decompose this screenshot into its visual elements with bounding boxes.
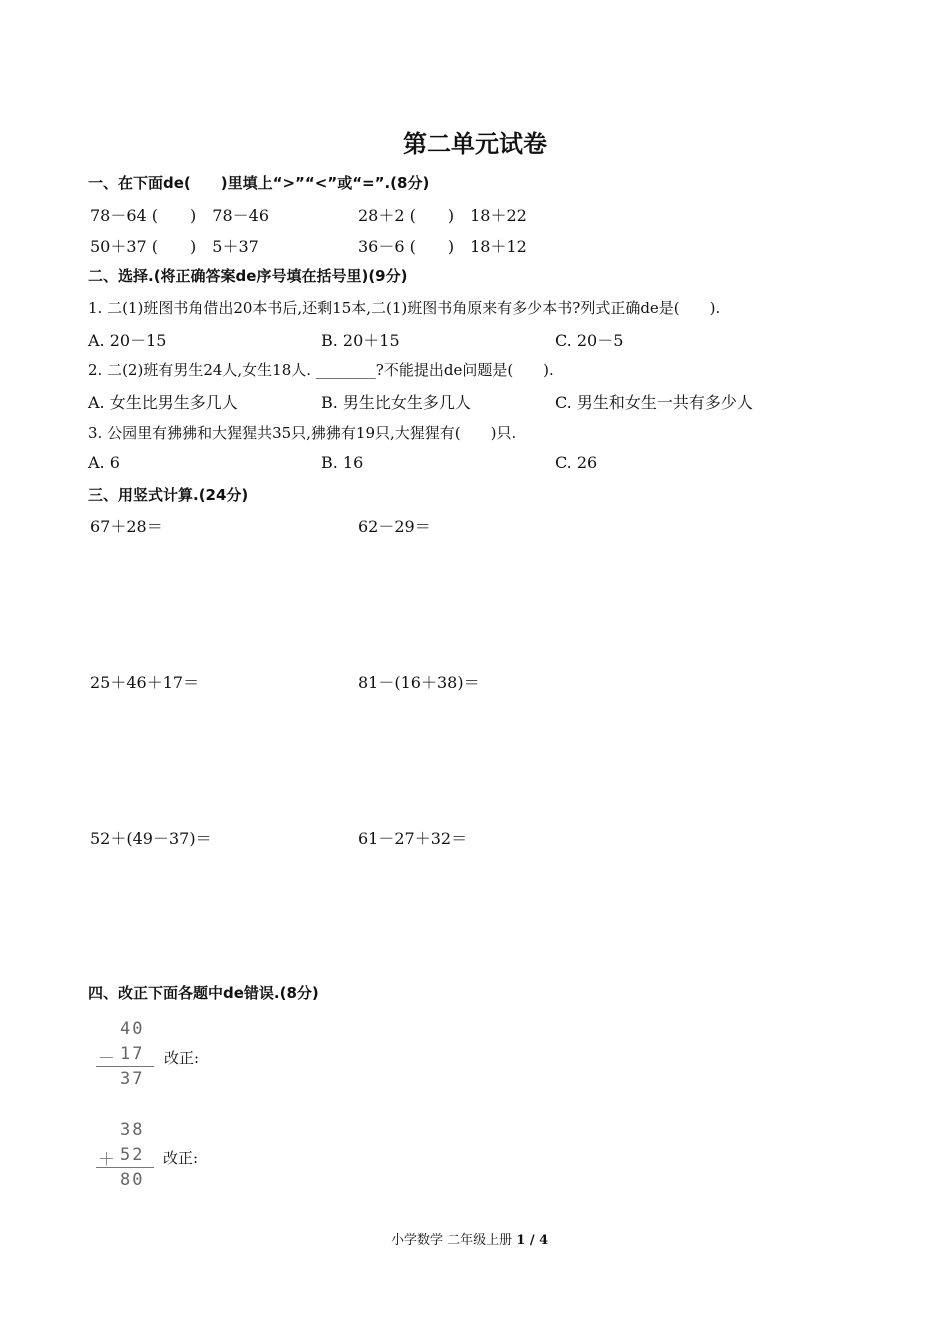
question-1: 1. 二(1)班图书角借出20本书后,还剩15本,二(1)班图书角原来有多少本书?列式正确de是( ). — [88, 299, 721, 317]
vertical-result: 37 — [120, 1069, 145, 1089]
section-3-heading: 三、用竖式计算.(24分) — [88, 486, 249, 504]
question-3: 3. 公园里有狒狒和大猩猩共35只,狒狒有19只,大猩猩有( )只. — [88, 424, 517, 442]
compare-item: 78－64 ( ) 78－46 — [90, 206, 270, 225]
section-1-heading: 一、在下面de( )里填上“>”“<”或“=”.(8分) — [88, 174, 430, 192]
vertical-operator: ＋ — [98, 1150, 117, 1170]
calc-item: 25＋46＋17＝ — [90, 673, 200, 692]
calc-item: 67＋28＝ — [90, 517, 163, 536]
calc-item: 52＋(49－37)＝ — [90, 829, 212, 848]
page-number: 1 / 4 — [516, 1233, 549, 1248]
option-b: B. 16 — [321, 453, 364, 472]
vertical-top-number: 40 — [120, 1019, 145, 1039]
correction-label: 改正: — [163, 1149, 199, 1167]
option-c: C. 26 — [555, 453, 598, 472]
section-4-heading: 四、改正下面各题中de错误.(8分) — [88, 984, 319, 1002]
section-2-heading: 二、选择.(将正确答案de序号填在括号里)(9分) — [88, 267, 408, 285]
option-b: B. 20＋15 — [321, 331, 400, 350]
option-a: A. 6 — [88, 453, 120, 472]
question-2: 2. 二(2)班有男生24人,女生18人. ________?不能提出de问题是( ). — [88, 361, 554, 379]
vertical-bottom-number: 17 — [120, 1044, 145, 1064]
correction-label: 改正: — [164, 1049, 200, 1067]
vertical-bottom-number: 52 — [120, 1145, 145, 1165]
compare-item: 28＋2 ( ) 18＋22 — [358, 206, 527, 225]
calc-item: 61－27＋32＝ — [358, 829, 468, 848]
vertical-operator: － — [98, 1049, 117, 1069]
option-b: B. 男生比女生多几人 — [321, 393, 471, 412]
vertical-top-number: 38 — [120, 1120, 145, 1140]
option-a: A. 20－15 — [88, 331, 167, 350]
calc-item: 62－29＝ — [358, 517, 431, 536]
page-title: 第二单元试卷 — [403, 130, 547, 158]
compare-item: 36－6 ( ) 18＋12 — [358, 237, 527, 256]
vertical-result: 80 — [120, 1170, 145, 1190]
option-c: C. 20－5 — [555, 331, 624, 350]
vertical-rule — [96, 1167, 154, 1168]
option-c: C. 男生和女生一共有多少人 — [555, 393, 753, 412]
footer — [391, 1229, 548, 1248]
vertical-rule — [96, 1066, 154, 1067]
compare-item: 50＋37 ( ) 5＋37 — [90, 237, 259, 256]
calc-item: 81－(16＋38)＝ — [358, 673, 480, 692]
option-a: A. 女生比男生多几人 — [88, 393, 238, 412]
footer-text: 小学数学 二年级上册 — [391, 1233, 513, 1248]
